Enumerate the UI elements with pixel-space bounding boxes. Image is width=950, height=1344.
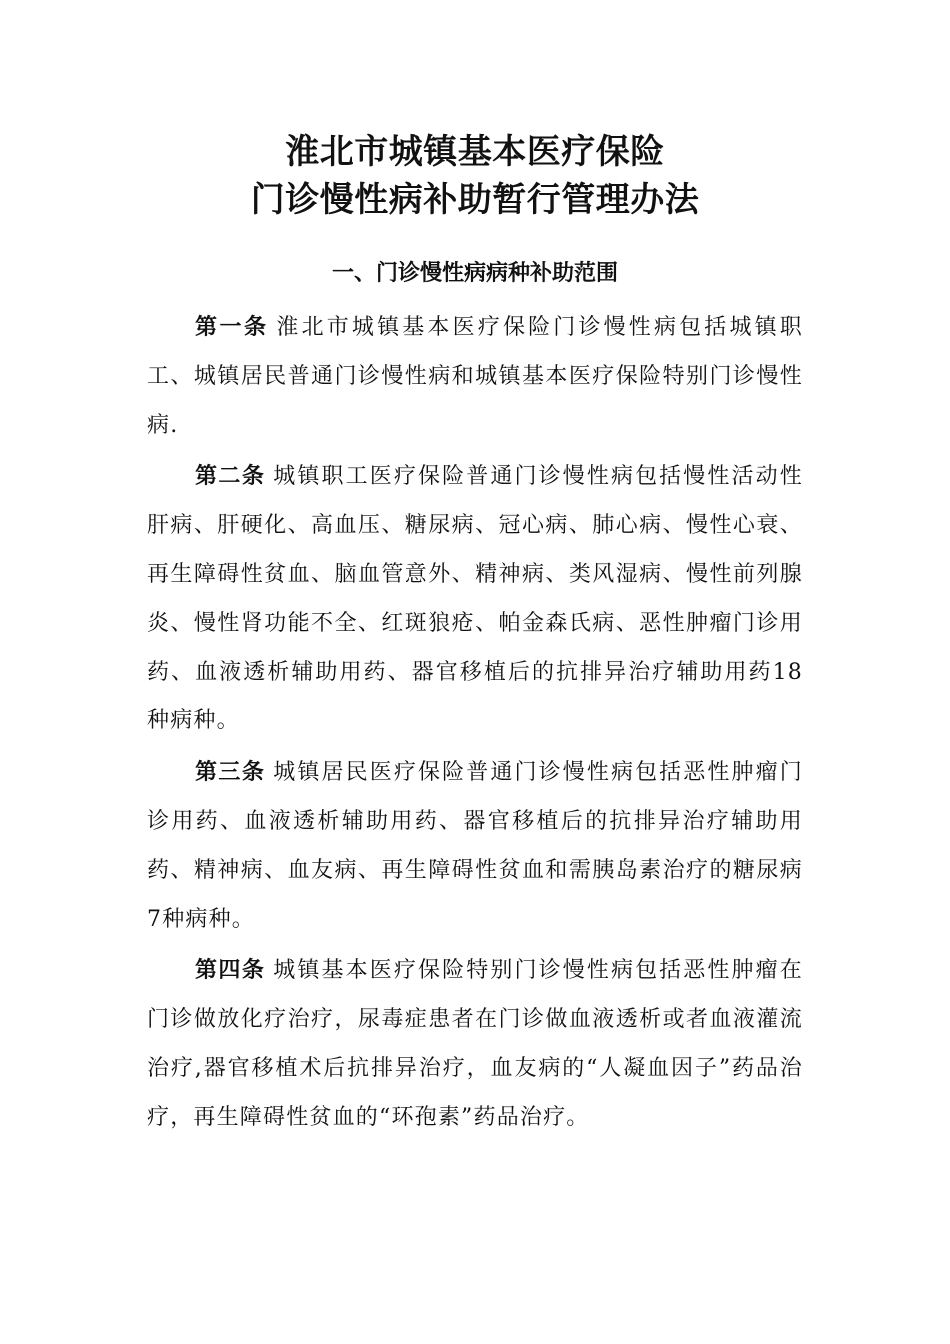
article-1-label: 第一条 xyxy=(195,315,269,340)
article-4-text: 城镇基本医疗保险特别门诊慢性病包括恶性肿瘤在门诊做放化疗治疗，尿毒症患者在门诊做血液透析或者血液灌流治疗,器官移植术后抗排异治疗，血友病的“人凝血因子”药品治疗，再生障碍性贫血的“环孢素”药品治疗。 xyxy=(147,958,803,1130)
article-3 xyxy=(147,749,803,944)
article-2 xyxy=(147,453,803,746)
article-4-label: 第四条 xyxy=(195,958,266,984)
article-3-text: 城镇居民医疗保险普通门诊慢性病包括恶性肿瘤门诊用药、血液透析辅助用药、器官移植后的抗排异治疗辅助用药、精神病、血友病、再生障碍性贫血和需胰岛素治疗的糖尿病7种病种。 xyxy=(147,760,803,932)
document-body xyxy=(147,304,803,1143)
article-1-text: 淮北市城镇基本医疗保险门诊慢性病包括城镇职工、城镇居民普通门诊慢性病和城镇基本医疗保险特别门诊慢性病. xyxy=(147,315,803,438)
article-2-label: 第二条 xyxy=(195,464,266,490)
article-3-label: 第三条 xyxy=(195,760,266,786)
article-1 xyxy=(147,304,803,450)
article-4 xyxy=(147,947,803,1142)
document-title-line-1: 淮北市城镇基本医疗保险 xyxy=(285,132,665,172)
document-title-line-2: 门诊慢性病补助暂行管理办法 xyxy=(250,180,700,220)
section-heading: 一、门诊慢性病病种补助范围 xyxy=(331,261,618,286)
article-2-text: 城镇职工医疗保险普通门诊慢性病包括慢性活动性肝病、肝硬化、高血压、糖尿病、冠心病、肺心病、慢性心衰、再生障碍性贫血、脑血管意外、精神病、类风湿病、慢性前列腺炎、慢性肾功能不全、红斑狼疮、帕金森氏病、恶性肿瘤门诊用药、血液透析辅助用药、器官移植后的抗排异治疗辅助用药18种病种。 xyxy=(147,464,803,734)
